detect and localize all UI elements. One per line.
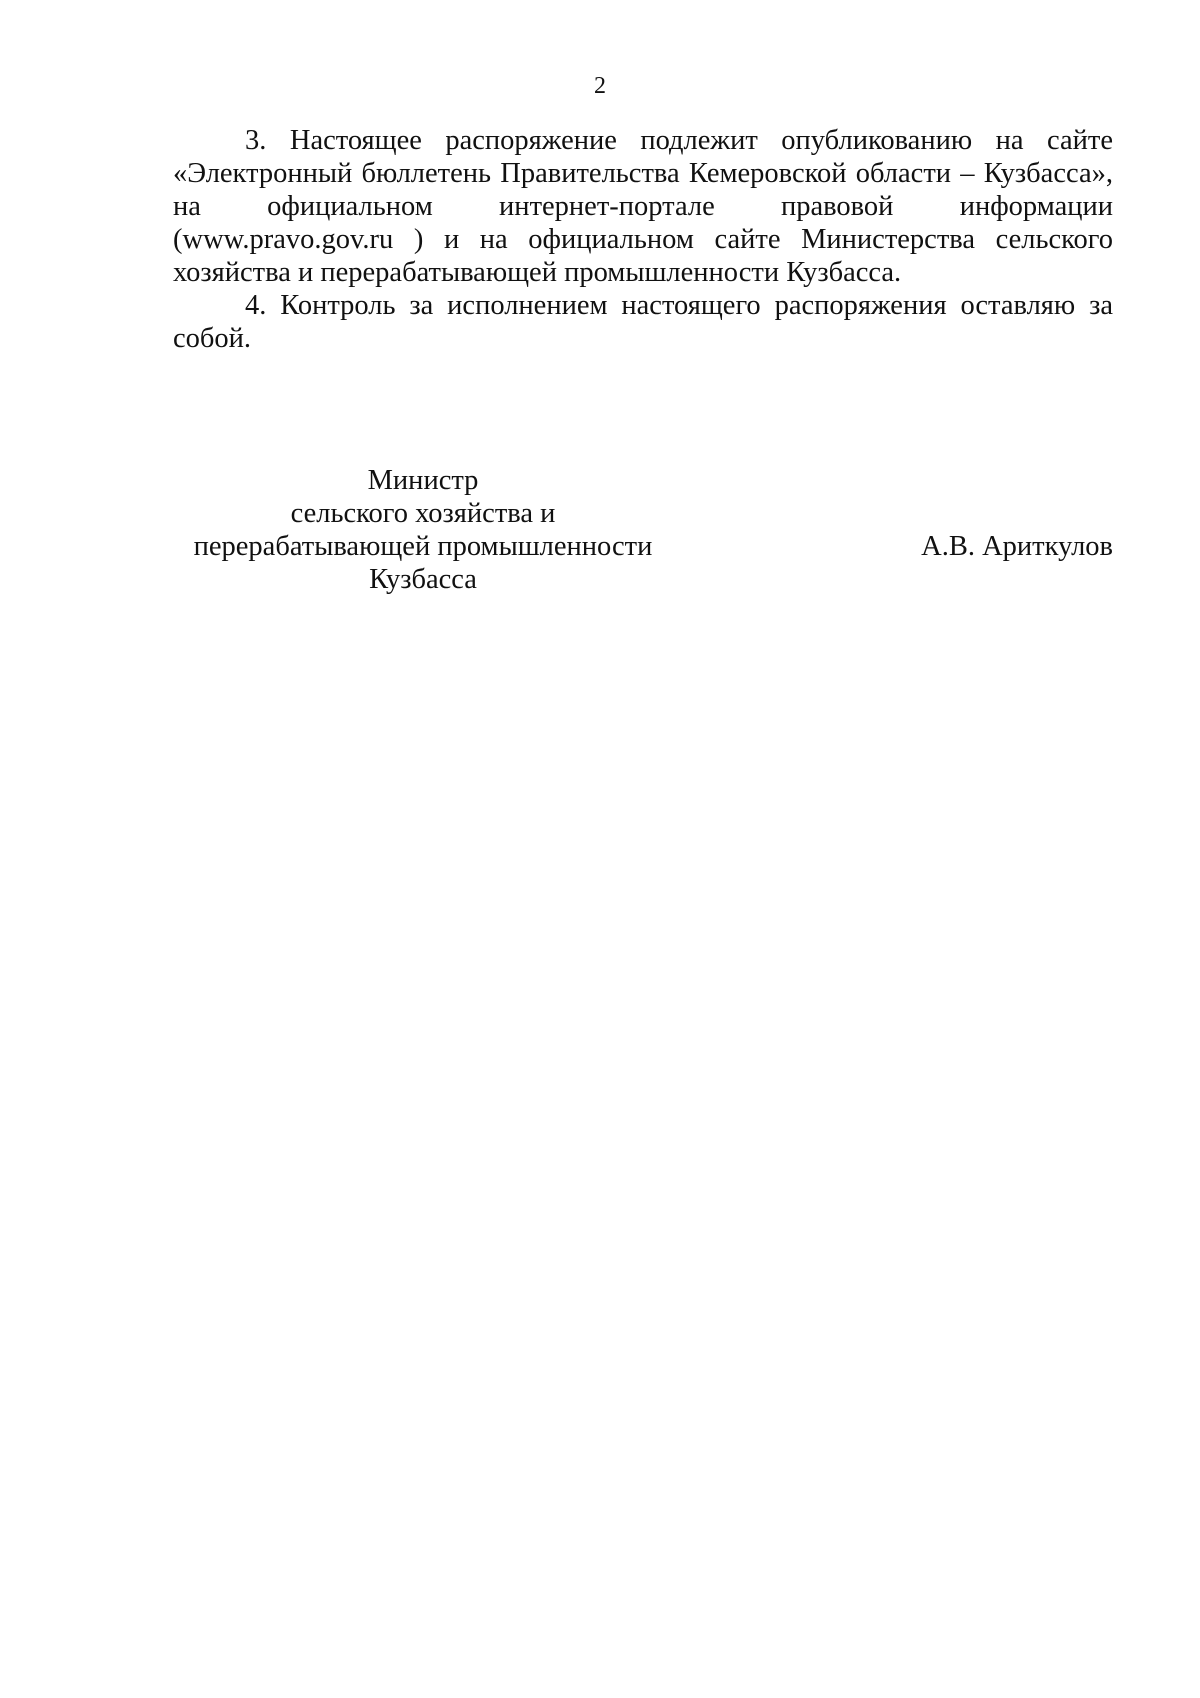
paragraph-line: 4. Контроль за исполнением настоящего распоряжения оставляю за <box>245 290 1113 321</box>
paragraph-line: «Электронный бюллетень Правительства Кемеровской области – Кузбасса», <box>173 158 1113 189</box>
document-body <box>173 124 1113 355</box>
paragraph-line: собой. <box>173 323 252 354</box>
paragraph-line: 3. Настоящее распоряжение подлежит опубликованию на сайте <box>245 125 1113 156</box>
paragraph-3 <box>173 124 1113 289</box>
signatory-name: А.В. Ариткулов <box>921 531 1113 562</box>
signatory-title-line: сельского хозяйства и <box>290 498 556 529</box>
signatory-title-line: перерабатывающей промышленности <box>193 531 653 562</box>
paragraph-line: (www.pravo.gov.ru ) и на официальном сайте Министерства сельского <box>173 224 1113 255</box>
paragraph-line: хозяйства и перерабатывающей промышленности Кузбасса. <box>173 257 902 288</box>
signatory-title-line: Министр <box>367 465 479 496</box>
paragraph-4 <box>173 289 1113 355</box>
signatory-title <box>173 464 673 596</box>
paragraph-line: на официальном интернет-портале правовой информации <box>173 191 1113 222</box>
page-number: 2 <box>594 73 606 99</box>
signatory-title-line: Кузбасса <box>369 564 477 595</box>
